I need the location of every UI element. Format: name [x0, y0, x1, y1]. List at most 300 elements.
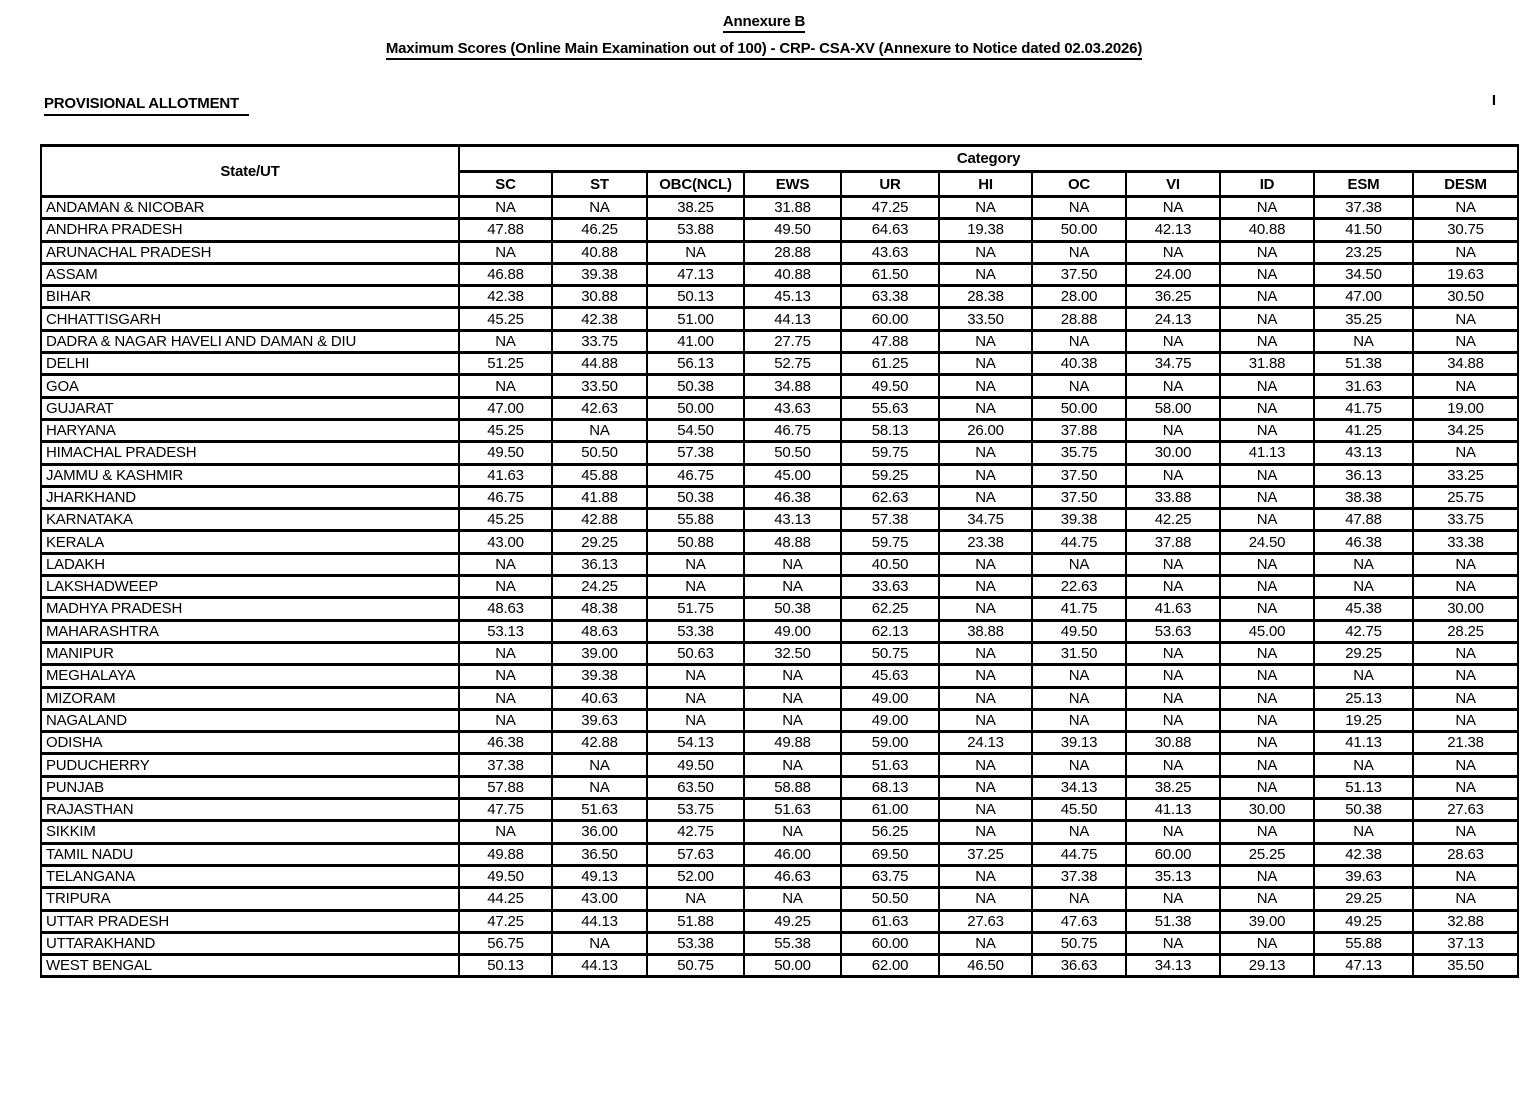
score-cell: NA — [939, 197, 1032, 219]
score-cell: 61.63 — [841, 910, 939, 932]
score-cell: NA — [1126, 709, 1220, 731]
score-cell: 38.25 — [1126, 776, 1220, 798]
section-row — [44, 95, 1528, 116]
score-cell: 38.88 — [939, 620, 1032, 642]
state-cell: UTTAR PRADESH — [41, 910, 459, 932]
score-cell: 36.50 — [552, 843, 647, 865]
score-cell: 41.88 — [552, 486, 647, 508]
score-cell: 39.38 — [1032, 509, 1126, 531]
score-cell: 49.88 — [744, 732, 841, 754]
score-cell: NA — [744, 553, 841, 575]
score-cell: NA — [939, 642, 1032, 664]
score-cell: 19.25 — [1314, 709, 1413, 731]
score-cell: 23.25 — [1314, 241, 1413, 263]
score-cell: NA — [1032, 241, 1126, 263]
score-cell: 49.50 — [459, 865, 552, 887]
score-cell: 39.63 — [552, 709, 647, 731]
scores-table — [40, 144, 1519, 978]
score-cell: 35.25 — [1314, 308, 1413, 330]
title-block — [0, 0, 1528, 33]
score-cell: 50.13 — [647, 286, 744, 308]
table-row — [41, 821, 1518, 843]
score-cell: 28.25 — [1413, 620, 1518, 642]
score-cell: 29.25 — [1314, 888, 1413, 910]
score-cell: 35.13 — [1126, 865, 1220, 887]
score-cell: 59.75 — [841, 531, 939, 553]
score-cell: 41.13 — [1220, 442, 1314, 464]
score-cell: 37.38 — [1314, 197, 1413, 219]
state-cell: DADRA & NAGAR HAVELI AND DAMAN & DIU — [41, 330, 459, 352]
score-cell: NA — [1126, 576, 1220, 598]
score-cell: 37.50 — [1032, 263, 1126, 285]
score-cell: NA — [939, 464, 1032, 486]
score-cell: 47.13 — [1314, 955, 1413, 977]
score-cell: 49.25 — [1314, 910, 1413, 932]
score-cell: NA — [744, 821, 841, 843]
score-cell: 25.25 — [1220, 843, 1314, 865]
table-row — [41, 709, 1518, 731]
score-cell: 54.13 — [647, 732, 744, 754]
state-cell: MIZORAM — [41, 687, 459, 709]
score-cell: 46.38 — [744, 486, 841, 508]
score-cell: 48.63 — [552, 620, 647, 642]
state-cell: MADHYA PRADESH — [41, 598, 459, 620]
score-cell: 39.13 — [1032, 732, 1126, 754]
score-cell: NA — [459, 665, 552, 687]
score-cell: 41.13 — [1126, 799, 1220, 821]
score-cell: 50.00 — [1032, 397, 1126, 419]
score-cell: NA — [1220, 576, 1314, 598]
score-cell: 34.88 — [1413, 353, 1518, 375]
score-cell: 45.38 — [1314, 598, 1413, 620]
score-cell: 19.00 — [1413, 397, 1518, 419]
table-row — [41, 219, 1518, 241]
score-cell: NA — [1126, 197, 1220, 219]
score-cell: NA — [1220, 821, 1314, 843]
score-cell: 47.75 — [459, 799, 552, 821]
score-cell: NA — [1126, 821, 1220, 843]
state-ut-header: State/UT — [41, 146, 459, 197]
score-cell: 47.25 — [841, 197, 939, 219]
score-cell: 36.13 — [552, 553, 647, 575]
score-cell: 36.63 — [1032, 955, 1126, 977]
score-cell: NA — [1220, 308, 1314, 330]
score-cell: NA — [647, 576, 744, 598]
score-cell: 44.88 — [552, 353, 647, 375]
column-header-oc: OC — [1032, 172, 1126, 197]
score-cell: 42.88 — [552, 509, 647, 531]
score-cell: 30.00 — [1126, 442, 1220, 464]
score-cell: 53.38 — [647, 932, 744, 954]
score-cell: 51.13 — [1314, 776, 1413, 798]
score-cell: 53.13 — [459, 620, 552, 642]
score-cell: 57.38 — [647, 442, 744, 464]
score-cell: 27.63 — [1413, 799, 1518, 821]
score-cell: NA — [939, 665, 1032, 687]
score-cell: 24.00 — [1126, 263, 1220, 285]
score-cell: NA — [1413, 576, 1518, 598]
score-cell: NA — [459, 197, 552, 219]
table-row — [41, 576, 1518, 598]
score-cell: 56.75 — [459, 932, 552, 954]
score-cell: 44.75 — [1032, 843, 1126, 865]
score-cell: 59.25 — [841, 464, 939, 486]
score-cell: 38.38 — [1314, 486, 1413, 508]
score-cell: NA — [1220, 709, 1314, 731]
score-cell: NA — [1413, 197, 1518, 219]
score-cell: 31.88 — [1220, 353, 1314, 375]
score-cell: 41.50 — [1314, 219, 1413, 241]
score-cell: NA — [1032, 687, 1126, 709]
state-cell: PUDUCHERRY — [41, 754, 459, 776]
column-header-ur: UR — [841, 172, 939, 197]
table-row — [41, 464, 1518, 486]
score-cell: 44.13 — [552, 955, 647, 977]
state-cell: ODISHA — [41, 732, 459, 754]
score-cell: 50.00 — [1032, 219, 1126, 241]
state-cell: LAKSHADWEEP — [41, 576, 459, 598]
score-cell: 34.75 — [1126, 353, 1220, 375]
column-header-vi: VI — [1126, 172, 1220, 197]
score-cell: 56.13 — [647, 353, 744, 375]
state-cell: RAJASTHAN — [41, 799, 459, 821]
state-cell: TELANGANA — [41, 865, 459, 887]
score-cell: NA — [939, 397, 1032, 419]
score-cell: 61.50 — [841, 263, 939, 285]
score-cell: 42.75 — [647, 821, 744, 843]
score-cell: 41.75 — [1032, 598, 1126, 620]
column-header-esm: ESM — [1314, 172, 1413, 197]
score-cell: 35.75 — [1032, 442, 1126, 464]
state-cell: ANDHRA PRADESH — [41, 219, 459, 241]
table-row — [41, 642, 1518, 664]
score-cell: NA — [1126, 687, 1220, 709]
score-cell: NA — [939, 553, 1032, 575]
score-cell: NA — [939, 754, 1032, 776]
table-row — [41, 932, 1518, 954]
score-cell: NA — [939, 821, 1032, 843]
score-cell: 34.13 — [1032, 776, 1126, 798]
table-row — [41, 888, 1518, 910]
score-cell: NA — [1032, 821, 1126, 843]
score-cell: 59.00 — [841, 732, 939, 754]
score-cell: NA — [744, 687, 841, 709]
score-cell: NA — [459, 642, 552, 664]
score-cell: NA — [459, 821, 552, 843]
score-cell: NA — [1220, 286, 1314, 308]
document-subtitle: Maximum Scores (Online Main Examination out of 100) - CRP- CSA-XV (Annexure to Notice dated 02.03.2026) — [386, 40, 1142, 60]
score-cell: 47.00 — [459, 397, 552, 419]
score-cell: NA — [1413, 308, 1518, 330]
table-row — [41, 687, 1518, 709]
subtitle-block — [0, 40, 1528, 60]
score-cell: 33.50 — [552, 375, 647, 397]
score-cell: NA — [1220, 665, 1314, 687]
score-cell: NA — [1220, 642, 1314, 664]
state-cell: MANIPUR — [41, 642, 459, 664]
score-cell: NA — [552, 754, 647, 776]
score-cell: NA — [1314, 576, 1413, 598]
score-cell: NA — [1220, 486, 1314, 508]
score-cell: NA — [1220, 754, 1314, 776]
score-cell: 46.75 — [647, 464, 744, 486]
section-heading: PROVISIONAL ALLOTMENT — [44, 95, 249, 116]
score-cell: 28.00 — [1032, 286, 1126, 308]
score-cell: 51.38 — [1314, 353, 1413, 375]
score-cell: NA — [1220, 553, 1314, 575]
score-cell: 50.00 — [744, 955, 841, 977]
column-header-st: ST — [552, 172, 647, 197]
score-cell: 24.13 — [1126, 308, 1220, 330]
score-cell: NA — [552, 197, 647, 219]
state-cell: NAGALAND — [41, 709, 459, 731]
score-cell: 51.38 — [1126, 910, 1220, 932]
score-cell: 53.63 — [1126, 620, 1220, 642]
score-cell: NA — [459, 375, 552, 397]
table-row — [41, 598, 1518, 620]
score-cell: NA — [1413, 375, 1518, 397]
score-cell: 28.88 — [744, 241, 841, 263]
table-row — [41, 865, 1518, 887]
score-cell: 62.00 — [841, 955, 939, 977]
score-cell: NA — [1220, 263, 1314, 285]
score-cell: NA — [939, 709, 1032, 731]
table-row — [41, 330, 1518, 352]
score-cell: 28.38 — [939, 286, 1032, 308]
score-cell: 55.88 — [647, 509, 744, 531]
score-cell: NA — [1413, 553, 1518, 575]
table-row — [41, 286, 1518, 308]
score-cell: 43.00 — [459, 531, 552, 553]
score-cell: 46.75 — [459, 486, 552, 508]
score-cell: NA — [1126, 241, 1220, 263]
score-cell: 42.63 — [552, 397, 647, 419]
score-cell: 48.63 — [459, 598, 552, 620]
score-cell: NA — [1220, 687, 1314, 709]
score-cell: NA — [1126, 642, 1220, 664]
score-cell: NA — [459, 553, 552, 575]
score-cell: 31.50 — [1032, 642, 1126, 664]
score-cell: 45.25 — [459, 509, 552, 531]
score-cell: 45.13 — [744, 286, 841, 308]
state-cell: GOA — [41, 375, 459, 397]
score-cell: NA — [939, 888, 1032, 910]
score-cell: 43.63 — [841, 241, 939, 263]
score-cell: 54.50 — [647, 419, 744, 441]
score-cell: 29.25 — [552, 531, 647, 553]
score-cell: 52.75 — [744, 353, 841, 375]
score-cell: 43.13 — [744, 509, 841, 531]
score-cell: NA — [939, 263, 1032, 285]
score-cell: NA — [1413, 665, 1518, 687]
score-cell: 39.63 — [1314, 865, 1413, 887]
score-cell: 37.38 — [459, 754, 552, 776]
score-cell: 53.38 — [647, 620, 744, 642]
score-cell: 30.88 — [552, 286, 647, 308]
score-cell: 42.25 — [1126, 509, 1220, 531]
state-cell: ANDAMAN & NICOBAR — [41, 197, 459, 219]
score-cell: 31.88 — [744, 197, 841, 219]
score-cell: NA — [1220, 197, 1314, 219]
score-cell: NA — [1413, 241, 1518, 263]
score-cell: 50.38 — [744, 598, 841, 620]
score-cell: 46.25 — [552, 219, 647, 241]
score-cell: 19.38 — [939, 219, 1032, 241]
score-cell: 41.13 — [1314, 732, 1413, 754]
score-cell: NA — [1126, 665, 1220, 687]
score-cell: NA — [1032, 330, 1126, 352]
score-cell: 34.13 — [1126, 955, 1220, 977]
score-cell: 49.00 — [841, 687, 939, 709]
score-cell: NA — [1413, 821, 1518, 843]
score-cell: 47.88 — [841, 330, 939, 352]
score-cell: NA — [1126, 553, 1220, 575]
score-cell: 37.50 — [1032, 464, 1126, 486]
score-cell: 39.38 — [552, 263, 647, 285]
state-cell: SIKKIM — [41, 821, 459, 843]
score-cell: 51.63 — [841, 754, 939, 776]
score-cell: 34.75 — [939, 509, 1032, 531]
table-row — [41, 486, 1518, 508]
state-cell: BIHAR — [41, 286, 459, 308]
table-row — [41, 308, 1518, 330]
score-cell: 59.75 — [841, 442, 939, 464]
score-cell: 45.00 — [744, 464, 841, 486]
score-cell: 46.38 — [459, 732, 552, 754]
score-cell: 62.25 — [841, 598, 939, 620]
score-cell: 68.13 — [841, 776, 939, 798]
score-cell: 51.63 — [552, 799, 647, 821]
score-cell: 50.38 — [647, 375, 744, 397]
score-cell: 58.00 — [1126, 397, 1220, 419]
score-cell: NA — [939, 776, 1032, 798]
score-cell: 30.75 — [1413, 219, 1518, 241]
score-cell: 46.88 — [459, 263, 552, 285]
score-cell: NA — [1413, 754, 1518, 776]
score-cell: 50.88 — [647, 531, 744, 553]
score-cell: 58.88 — [744, 776, 841, 798]
table-row — [41, 531, 1518, 553]
score-cell: 38.25 — [647, 197, 744, 219]
score-cell: NA — [939, 576, 1032, 598]
state-cell: JAMMU & KASHMIR — [41, 464, 459, 486]
score-cell: 45.50 — [1032, 799, 1126, 821]
score-cell: NA — [1126, 754, 1220, 776]
score-cell: NA — [459, 241, 552, 263]
score-cell: 46.50 — [939, 955, 1032, 977]
score-cell: 40.50 — [841, 553, 939, 575]
score-cell: NA — [1126, 375, 1220, 397]
score-cell: 30.00 — [1220, 799, 1314, 821]
score-cell: NA — [939, 932, 1032, 954]
score-cell: 21.38 — [1413, 732, 1518, 754]
score-cell: 44.75 — [1032, 531, 1126, 553]
score-cell: 57.88 — [459, 776, 552, 798]
score-cell: NA — [1220, 865, 1314, 887]
score-cell: NA — [1413, 687, 1518, 709]
score-cell: 32.50 — [744, 642, 841, 664]
score-cell: NA — [459, 576, 552, 598]
score-cell: 33.50 — [939, 308, 1032, 330]
score-cell: 36.25 — [1126, 286, 1220, 308]
state-cell: MAHARASHTRA — [41, 620, 459, 642]
score-cell: NA — [1220, 732, 1314, 754]
table-row — [41, 553, 1518, 575]
score-cell: NA — [1413, 642, 1518, 664]
score-cell: 49.13 — [552, 865, 647, 887]
score-cell: 47.63 — [1032, 910, 1126, 932]
score-cell: 49.50 — [459, 442, 552, 464]
score-cell: 60.00 — [841, 932, 939, 954]
score-cell: 45.63 — [841, 665, 939, 687]
score-cell: NA — [744, 709, 841, 731]
table-row — [41, 509, 1518, 531]
score-cell: 44.13 — [744, 308, 841, 330]
score-cell: NA — [1314, 665, 1413, 687]
score-cell: 53.75 — [647, 799, 744, 821]
score-cell: NA — [1413, 330, 1518, 352]
score-cell: NA — [1032, 197, 1126, 219]
state-cell: GUJARAT — [41, 397, 459, 419]
score-cell: NA — [939, 865, 1032, 887]
score-cell: 26.00 — [939, 419, 1032, 441]
state-cell: TAMIL NADU — [41, 843, 459, 865]
annexure-title: Annexure B — [723, 13, 805, 33]
score-cell: 50.50 — [552, 442, 647, 464]
score-cell: 51.25 — [459, 353, 552, 375]
state-cell: KERALA — [41, 531, 459, 553]
score-cell: 40.88 — [744, 263, 841, 285]
score-cell: 60.00 — [841, 308, 939, 330]
score-cell: NA — [744, 665, 841, 687]
score-cell: NA — [1220, 419, 1314, 441]
category-header: Category — [459, 146, 1518, 172]
score-cell: 51.88 — [647, 910, 744, 932]
score-cell: NA — [1032, 888, 1126, 910]
score-cell: NA — [1314, 754, 1413, 776]
score-cell: 45.25 — [459, 419, 552, 441]
score-cell: 35.50 — [1413, 955, 1518, 977]
score-cell: 39.00 — [552, 642, 647, 664]
state-cell: LADAKH — [41, 553, 459, 575]
score-cell: 63.75 — [841, 865, 939, 887]
table-row — [41, 353, 1518, 375]
score-cell: 37.88 — [1126, 531, 1220, 553]
score-cell: 41.63 — [1126, 598, 1220, 620]
score-cell: 50.50 — [841, 888, 939, 910]
score-cell: NA — [647, 888, 744, 910]
score-cell: NA — [1220, 397, 1314, 419]
score-cell: 24.13 — [939, 732, 1032, 754]
score-cell: NA — [939, 486, 1032, 508]
score-cell: 42.88 — [552, 732, 647, 754]
score-cell: 50.38 — [647, 486, 744, 508]
score-cell: NA — [1220, 375, 1314, 397]
score-cell: 34.88 — [744, 375, 841, 397]
table-row — [41, 241, 1518, 263]
score-cell: 49.50 — [647, 754, 744, 776]
score-cell: 47.88 — [1314, 509, 1413, 531]
score-cell: 50.50 — [744, 442, 841, 464]
score-cell: 34.25 — [1413, 419, 1518, 441]
score-cell: 50.00 — [647, 397, 744, 419]
score-cell: 50.75 — [841, 642, 939, 664]
score-cell: 50.75 — [1032, 932, 1126, 954]
score-cell: NA — [1126, 419, 1220, 441]
column-header-hi: HI — [939, 172, 1032, 197]
score-cell: 62.13 — [841, 620, 939, 642]
table-row — [41, 442, 1518, 464]
